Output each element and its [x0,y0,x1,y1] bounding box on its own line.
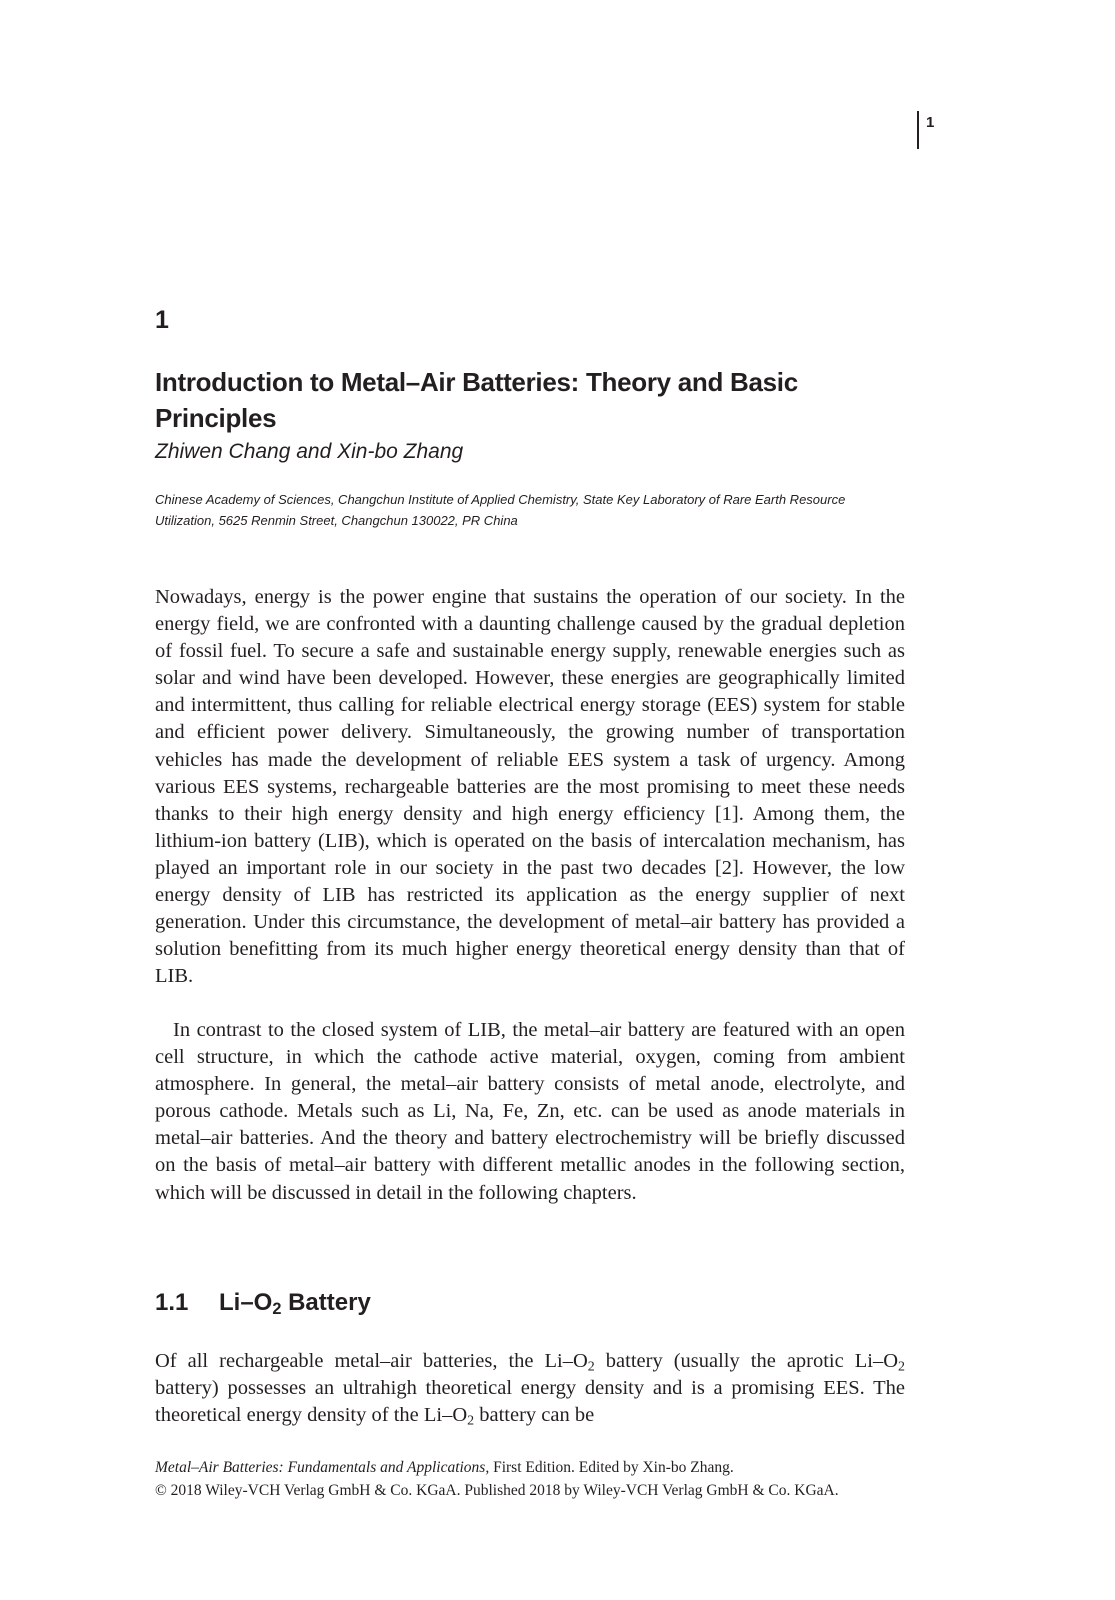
section-title-subscript: 2 [272,1300,282,1319]
paragraph-3-part-1: Of all rechargeable metal–air batteries, the Li–O [155,1350,588,1372]
body-paragraph-2: In contrast to the closed system of LIB, the metal–air battery are featured with an open cell structure, in which the cathode active material, oxygen, coming from ambient atmosphere. In general, the metal–air battery consists of metal anode, electrolyte, and porous cathode. Metals such as Li, Na, Fe, Zn, etc. can be used as anode materials in metal–air batteries. And the theory and battery electrochemistry will be briefly discussed on the basis of metal–air battery with different metallic anodes in the following section, which will be discussed in detail in the following chapters. [155,1019,905,1204]
paragraph-3-subscript-2: 2 [898,1359,905,1375]
author-affiliation: Chinese Academy of Sciences, Changchun Institute of Applied Chemistry, State Key Laboratory of Rare Earth Resource Utilization, 5625 Renmin Street, Changchun 130022, PR China [155,492,846,528]
page-number-rule [917,111,919,149]
paragraph-3-part-2: battery (usually the aprotic Li–O [594,1350,899,1372]
chapter-authors: Zhiwen Chang and Xin-bo Zhang [155,440,464,463]
body-paragraph-1: Nowadays, energy is the power engine that sustains the operation of our society. In the energy field, we are confronted with a daunting challenge caused by the gradual depletion of fossil fuel. To secure a safe and sustainable energy supply, renewable energies such as solar and wind have been developed. However, these energies are geographically limited and intermittent, thus calling for reliable electrical energy storage (EES) system for stable and efficient power delivery. Simultaneously, the growing number of transportation vehicles has made the development of reliable EES system a task of urgency. Among various EES systems, rechargeable batteries are the most promising to meet these needs thanks to their high energy density and high energy efficiency [1]. Among them, the lithium-ion battery (LIB), which is operated on the basis of intercalation mechanism, has played an important role in our society in the past two decades [2]. However, the low energy density of LIB has restricted its application as the energy supplier of next generation. Under this circumstance, the development of metal–air battery has provided a solution benefitting from its much higher energy theoretical energy density than that of LIB. [155,586,905,988]
paragraph-3-subscript-3: 2 [467,1413,475,1429]
footer-edition: First Edition. Edited by Xin-bo Zhang. [489,1459,734,1476]
footer-book-title: Metal–Air Batteries: Fundamentals and Applications, [155,1459,490,1476]
footer-copyright: © 2018 Wiley-VCH Verlag GmbH & Co. KGaA. Published 2018 by Wiley-VCH Verlag GmbH & Co. KGaA. [155,1482,839,1499]
section-number: 1.1 [155,1289,189,1316]
section-title-suffix: Battery [281,1289,371,1316]
section-heading [155,1289,371,1317]
copyright-footer [155,1456,905,1502]
paragraph-3-part-4: battery can be [474,1404,595,1427]
paragraph-3-subscript-1: 2 [587,1359,595,1375]
chapter-number: 1 [155,306,169,334]
section-title-prefix: Li–O [219,1289,273,1316]
footer-book-line [155,1456,905,1479]
chapter-title: Introduction to Metal–Air Batteries: Theory and Basic Principles [155,367,798,433]
page-number: 1 [926,114,935,131]
body-paragraph-3 [155,1348,905,1429]
paragraph-3-part-3: battery) possesses an ultrahigh theoretical energy density and is a promising EES. The theoretical energy density of the Li–O [155,1377,905,1427]
